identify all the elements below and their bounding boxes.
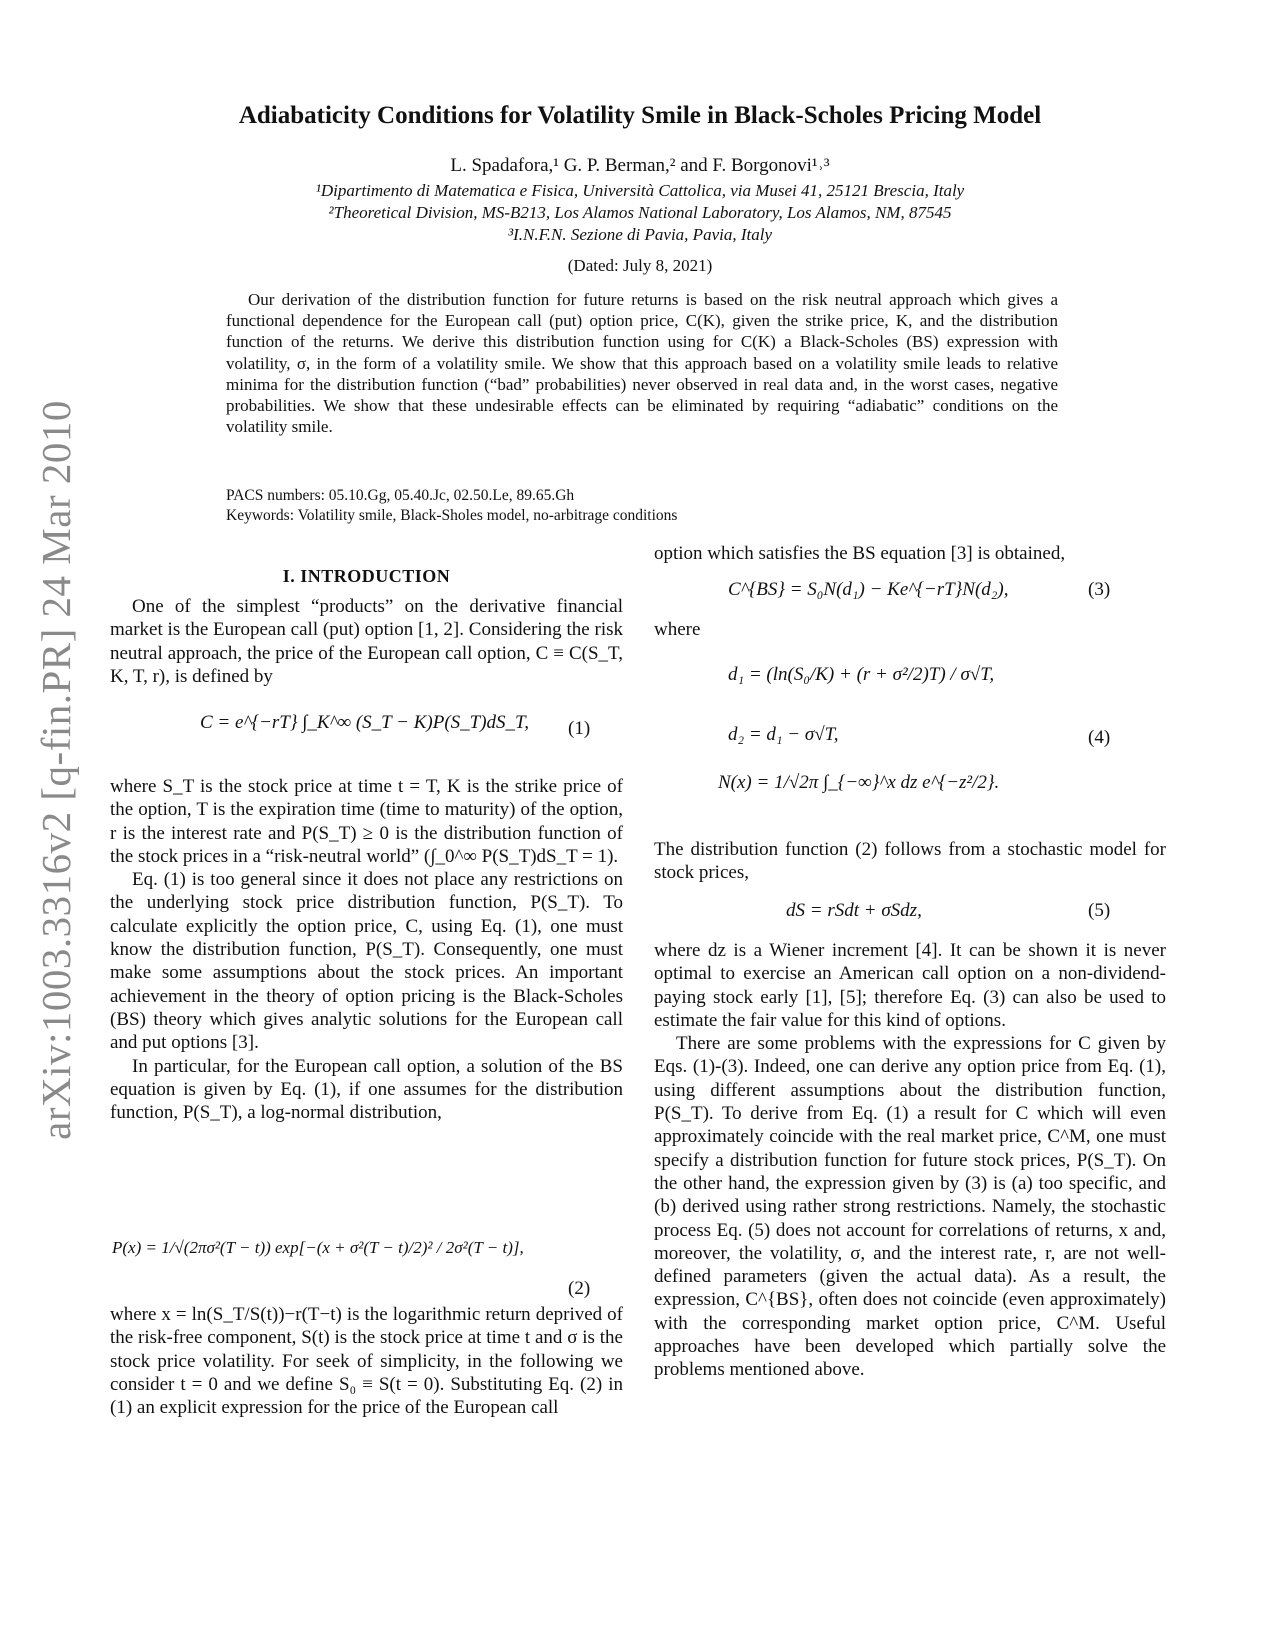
right-paragraph-2: The distribution function (2) follows from a stochastic model for stock prices, [654, 839, 1166, 884]
equation-2-number: (2) [568, 1278, 591, 1299]
paper-title: Adiabaticity Conditions for Volatility Smile in Black-Scholes Pricing Model [238, 102, 1042, 129]
affiliation-1: ¹Dipartimento di Matematica e Fisica, Università Cattolica, via Musei 41, 25121 Brescia, Italy [315, 181, 965, 200]
equation-3-number: (3) [1088, 579, 1111, 600]
affiliation-2: ²Theoretical Division, MS-B213, Los Alamos National Laboratory, Los Alamos, NM, 87545 [328, 203, 952, 222]
affiliation-3: ³I.N.F.N. Sezione di Pavia, Pavia, Italy [508, 225, 772, 244]
left-paragraph-1: One of the simplest “products” on the derivative financial market is the European call (put) option [1, 2]. Considering the risk neutral approach, the price of the European call option, C ≡ C(S_T, K, T, r), is defined by [110, 596, 623, 687]
equation-4-nx: N(x) = 1/√2π ∫_{−∞}^x dz e^{−z²/2}. [718, 772, 1000, 793]
equation-3: C^{BS} = S₀N(d₁) − Ke^{−rT}N(d₂), [728, 579, 1009, 600]
arxiv-identifier: arXiv:1003.3316v2 [q-fin.PR] 24 Mar 2010 [33, 400, 79, 1140]
equation-4-d2: d₂ = d₁ − σ√T, [728, 724, 839, 745]
date-line: (Dated: July 8, 2021) [567, 256, 713, 275]
where-label: where [654, 619, 701, 640]
pacs-numbers: PACS numbers: 05.10.Gg, 05.40.Jc, 02.50.Le, 89.65.Gh [226, 487, 575, 504]
pacs-block [226, 486, 677, 526]
right-paragraph-3: where dz is a Wiener increment [4]. It can be shown it is never optimal to exercise an American call option on a non-dividend-paying stock early [1], [5]; therefore Eq. (3) can also be used to estimate the fair value for this kind of options. There are some problems with the expressions for C given by Eqs. (1)-(3). Indeed, one can derive any option price from Eq. (1), using different assumptions about the distribution function, P(S_T). To derive from Eq. (1) a result for C which will even approximately coincide with the real market price, C^M, one must specify a distribution function for future stock prices, P(S_T). On the other hand, the expression given by (3) is (a) too specific, and (b) derived using rather strong restrictions. Namely, the stochastic process Eq. (5) does not account for correlations of returns, x and, moreover, the volatility, σ, and the interest rate, r, are not well-defined parameters (given the actual data). As a result, the expression, C^{BS}, often does not coincide (even approximately) with the corresponding market option price, C^M. Useful approaches have been developed which partially solve the problems mentioned above. [654, 940, 1166, 1381]
equation-4-d1: d₁ = (ln(S₀/K) + (r + σ²/2)T) / σ√T, [728, 664, 995, 685]
author-list: L. Spadafora,¹ G. P. Berman,² and F. Borgonovi¹˒³ [450, 155, 830, 176]
equation-1-number: (1) [568, 718, 591, 739]
equation-1: C = e^{−rT} ∫_K^∞ (S_T − K)P(S_T)dS_T, [200, 712, 529, 733]
right-paragraph-1: option which satisfies the BS equation [3] is obtained, [654, 543, 1066, 564]
equation-5-number: (5) [1088, 900, 1111, 921]
left-paragraph-2: where S_T is the stock price at time t = T, K is the strike price of the option, T is the expiration time (time to maturity) of the option, r is the interest rate and P(S_T) ≥ 0 is the distribution function of the stock prices in a “risk-neutral world” (∫_0^∞ P(S_T)dS_T = 1). Eq. (1) is too general since it does not place any restrictions on the underlying stock price distribution function, P(S_T). To calculate explicitly the option price, C, using Eq. (1), one must know the distribution function, P(S_T). Consequently, one must make some assumptions about the stock prices. An important achievement in the theory of option pricing is the Black-Scholes (BS) theory which gives analytic solutions for the European call and put options [3]. In particular, for the European call option, a solution of the BS equation is given by Eq. (1), if one assumes for the distribution function, P(S_T), a log-normal distribution, [110, 776, 623, 1124]
section-heading: I. INTRODUCTION [282, 566, 451, 586]
keywords: Keywords: Volatility smile, Black-Sholes model, no-arbitrage conditions [226, 507, 678, 524]
left-paragraph-3: where x = ln(S_T/S(t))−r(T−t) is the logarithmic return deprived of the risk-free component, S(t) is the stock price at time t and σ is the stock price volatility. For seek of simplicity, in the following we consider t = 0 and we define S₀ ≡ S(t = 0). Substituting Eq. (2) in (1) an explicit expression for the price of the European call [110, 1304, 623, 1419]
equation-4-number: (4) [1088, 727, 1111, 748]
equation-5: dS = rSdt + σSdz, [786, 900, 922, 921]
abstract: Our derivation of the distribution function for future returns is based on the risk neutral approach which gives a functional dependence for the European call (put) option price, C(K), given the strike price, K, and the distribution function of the returns. We derive this distribution function using for C(K) a Black-Scholes (BS) expression with volatility, σ, in the form of a volatility smile. We show that this approach based on a volatility smile leads to relative minima for the distribution function (“bad” probabilities) never observed in real data and, in the worst cases, negative probabilities. We show that these undesirable effects can be eliminated by requiring “adiabatic” conditions on the volatility smile. [226, 290, 1058, 437]
equation-2: P(x) = 1/√(2πσ²(T − t)) exp[−(x + σ²(T − t)/2)² / 2σ²(T − t)], [112, 1238, 524, 1257]
